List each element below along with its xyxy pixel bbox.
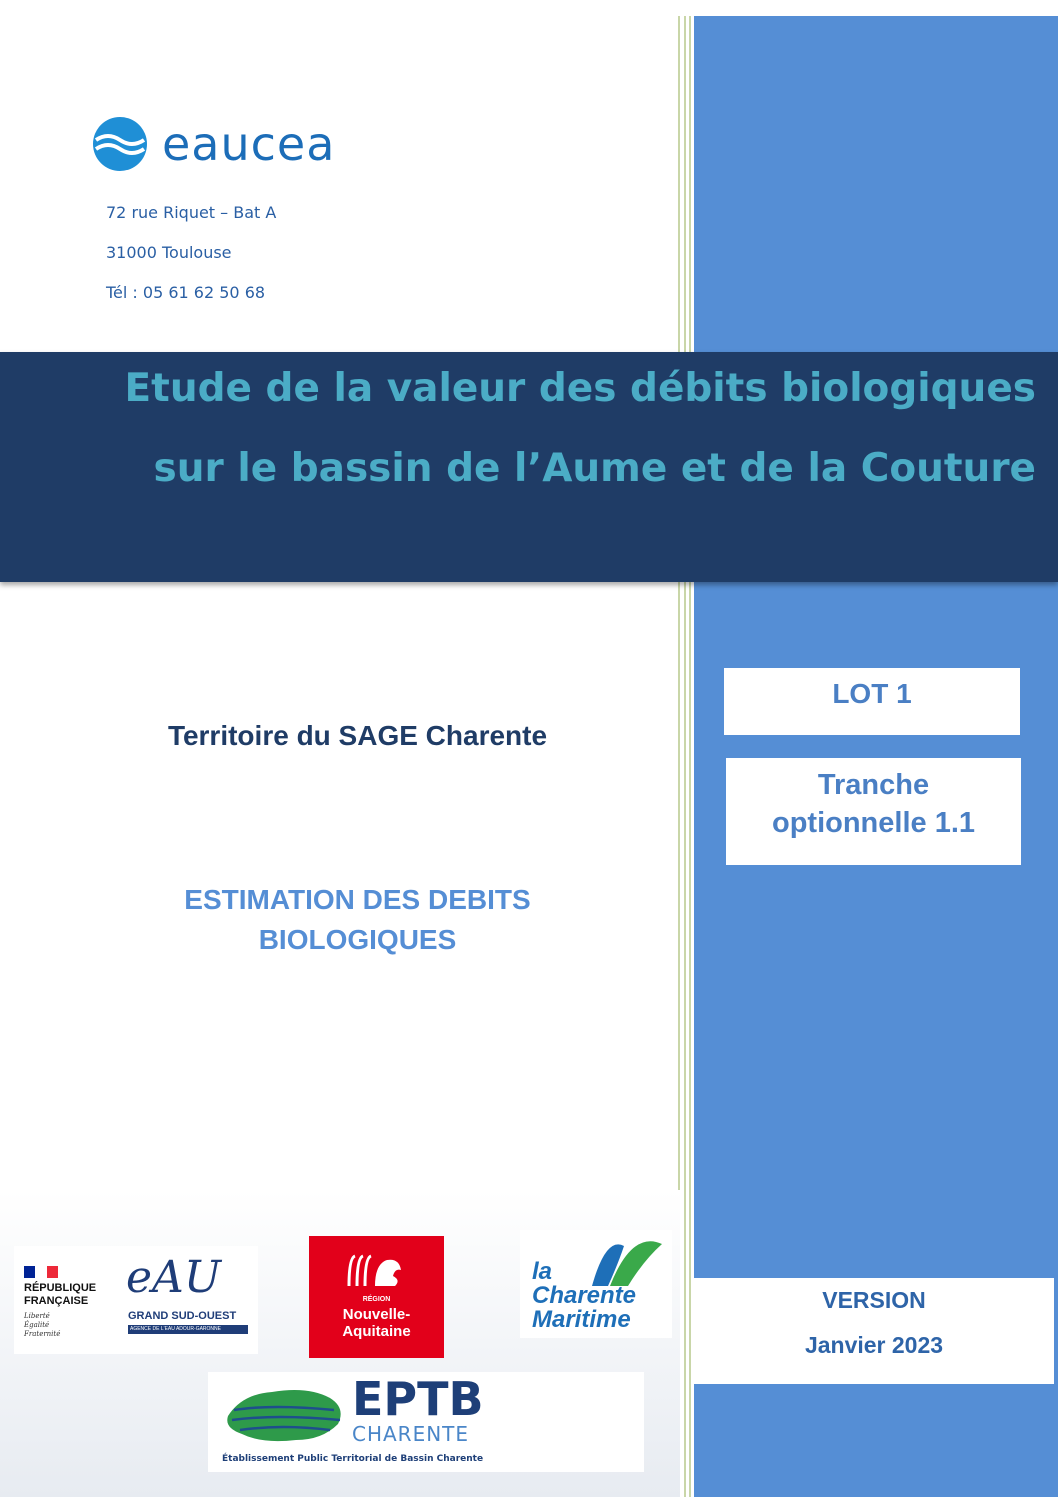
lion-icon: [345, 1250, 405, 1292]
address-street: 72 rue Riquet – Bat A: [106, 203, 277, 222]
eptb-sub: CHARENTE: [352, 1422, 470, 1446]
eaucea-wave-icon: [92, 116, 148, 172]
eaucea-logo: [92, 116, 335, 172]
version-label: VERSION: [822, 1287, 926, 1313]
tranche-line-2: optionnelle 1.1: [771, 807, 976, 839]
tranche-line-1: Tranche: [817, 769, 930, 801]
title-line-1: Etude de la valeur des débits biologiques: [124, 366, 1036, 411]
partner-logos-state-water: [14, 1246, 258, 1354]
republique-line-2: FRANÇAISE: [24, 1295, 89, 1307]
title-line-2: sur le bassin de l’Aume et de la Couture: [153, 446, 1036, 491]
basin-map-icon: [222, 1382, 348, 1448]
region-small-label: RÉGION: [362, 1296, 391, 1303]
eau-name: GRAND SUD-OUEST: [128, 1310, 237, 1322]
eau-agency: AGENCE DE L'EAU ADOUR-GARONNE: [128, 1325, 248, 1334]
version-box: [694, 1278, 1054, 1384]
tranche-box: [726, 758, 1021, 865]
lot-box: [724, 668, 1020, 735]
motto-egalite: Égalité: [24, 1321, 50, 1329]
partners-footer: [0, 1190, 680, 1497]
region-nouvelle-aquitaine-logo: [309, 1236, 444, 1358]
french-flag-icon: [24, 1266, 58, 1278]
region-line-1: Nouvelle-: [342, 1306, 411, 1323]
address-city: 31000 Toulouse: [106, 243, 232, 262]
territory-heading: Territoire du SAGE Charente: [167, 720, 548, 751]
estimation-line-2: BIOLOGIQUES: [258, 924, 457, 955]
divider-line: [689, 16, 691, 1497]
cm-line-1: la: [532, 1258, 553, 1285]
estimation-line-1: ESTIMATION DES DEBITS: [184, 884, 531, 915]
cm-line-3: Maritime: [532, 1306, 631, 1333]
version-date: Janvier 2023: [804, 1332, 944, 1358]
republique-line-1: RÉPUBLIQUE: [24, 1282, 97, 1294]
motto-fraternite: Fraternité: [24, 1330, 61, 1338]
address-phone: Tél : 05 61 62 50 68: [106, 283, 266, 302]
divider-line: [684, 16, 686, 1497]
eaucea-wordmark: eaucea: [162, 117, 336, 171]
charente-maritime-logo: [520, 1230, 672, 1338]
cm-line-2: Charente: [532, 1282, 637, 1309]
eau-mark: eAU: [126, 1252, 221, 1303]
lot-label: LOT 1: [832, 678, 912, 709]
right-blue-column: [694, 16, 1058, 1497]
eptb-charente-logo: [208, 1372, 644, 1472]
eptb-name: EPTB: [352, 1372, 484, 1426]
motto-liberte: Liberté: [24, 1312, 50, 1320]
eptb-caption: Établissement Public Territorial de Bassin Charente: [222, 1454, 484, 1464]
region-line-2: Aquitaine: [342, 1323, 411, 1340]
title-banner: [0, 352, 1058, 582]
